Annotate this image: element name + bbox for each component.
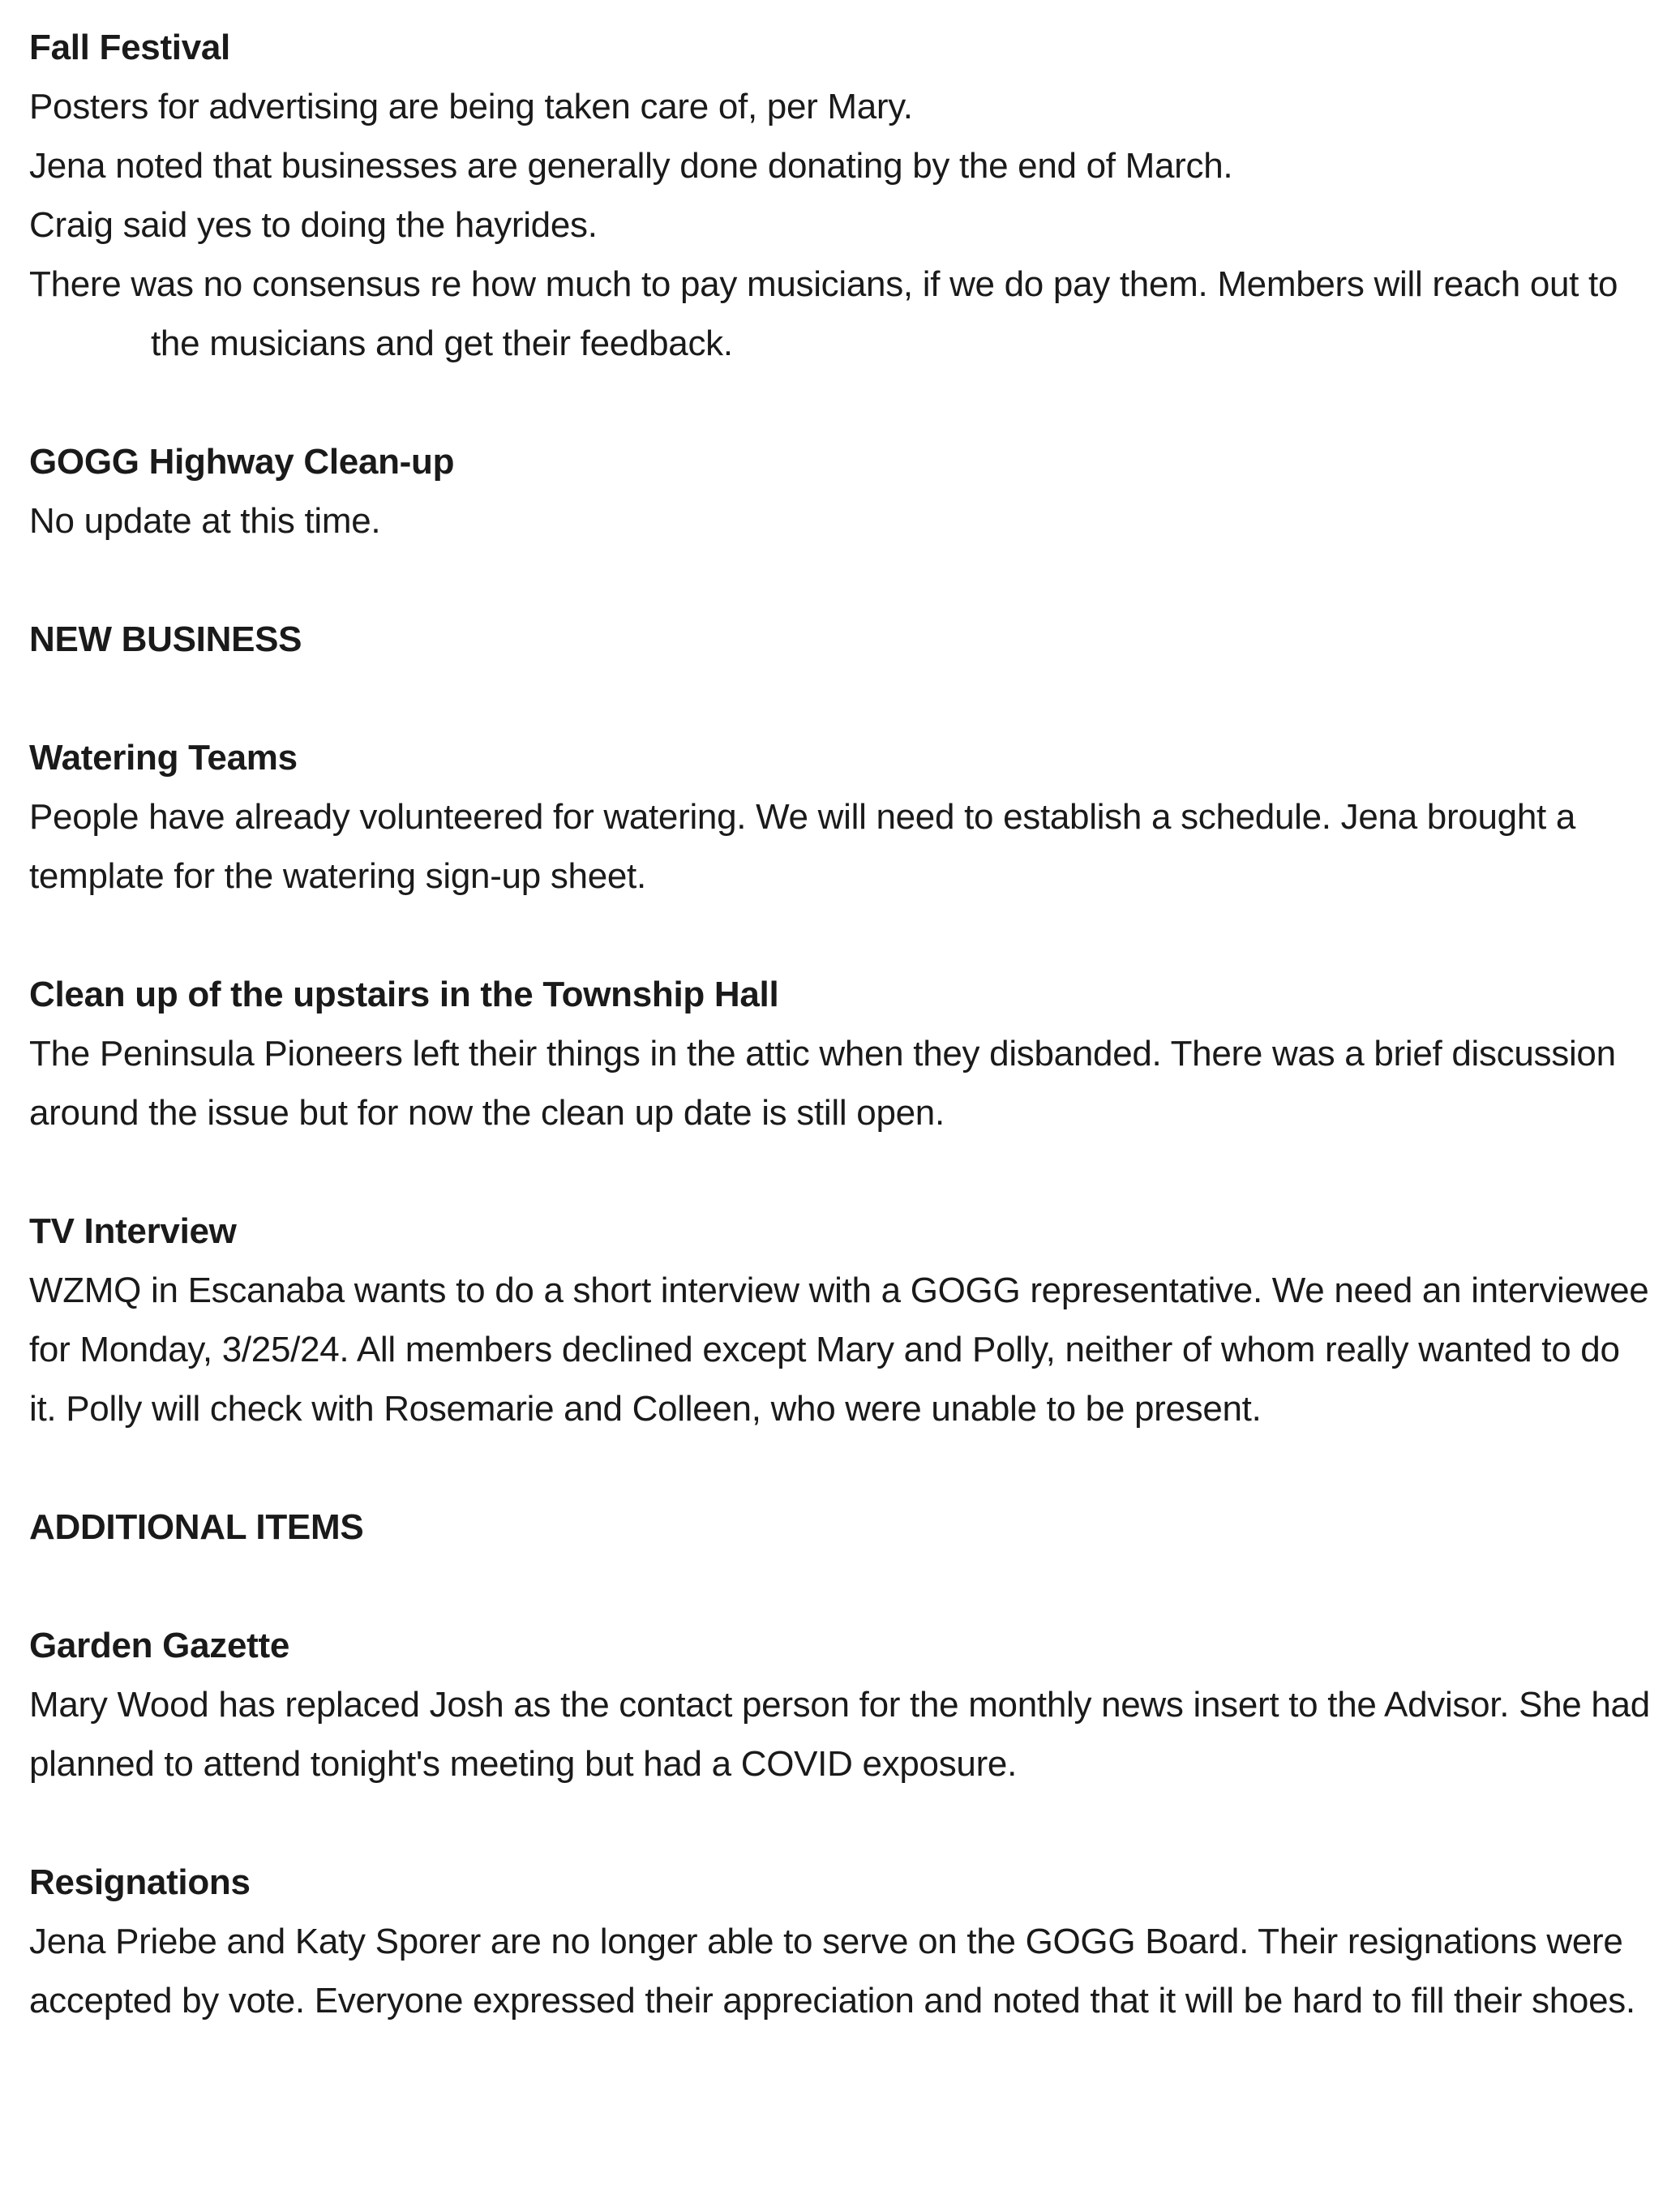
spacer: [29, 551, 1643, 610]
paragraph-line: planned to attend tonight's meeting but had a COVID exposure.: [29, 1744, 1018, 1784]
paragraph-line: There was no consensus re how much to pay musicians, if we do pay them. Members will reach out to: [29, 264, 1618, 304]
section-heading-highway-cleanup: GOGG Highway Clean-up: [29, 442, 455, 482]
spacer: [29, 1142, 1643, 1202]
paragraph-line: it. Polly will check with Rosemarie and Colleen, who were unable to be present.: [29, 1389, 1262, 1429]
paragraph-line: accepted by vote. Everyone expressed their appreciation and noted that it will be hard to fill their shoes.: [29, 1981, 1635, 2021]
paragraph-line-indented: the musicians and get their feedback.: [151, 324, 733, 363]
spacer: [29, 1438, 1643, 1498]
meeting-minutes-page: [29, 18, 1650, 2030]
section-heading-new-business: NEW BUSINESS: [29, 619, 302, 659]
paragraph-line: Craig said yes to doing the hayrides.: [29, 205, 598, 245]
section-heading-clean-up-upstairs: Clean up of the upstairs in the Township Hall: [29, 975, 779, 1014]
spacer: [29, 1793, 1643, 1853]
spacer: [29, 669, 1643, 728]
section-heading-garden-gazette: Garden Gazette: [29, 1626, 290, 1665]
spacer: [29, 1557, 1643, 1616]
spacer: [29, 906, 1643, 965]
section-heading-additional-items: ADDITIONAL ITEMS: [29, 1507, 364, 1547]
paragraph-line: Posters for advertising are being taken care of, per Mary.: [29, 87, 913, 126]
paragraph-line: around the issue but for now the clean up date is still open.: [29, 1093, 945, 1133]
paragraph-line: for Monday, 3/25/24. All members declined except Mary and Polly, neither of whom really wanted to do: [29, 1330, 1620, 1369]
paragraph-line: People have already volunteered for watering. We will need to establish a schedule. Jena brought a: [29, 797, 1576, 837]
paragraph-line: template for the watering sign-up sheet.: [29, 856, 646, 896]
paragraph-line: WZMQ in Escanaba wants to do a short interview with a GOGG representative. We need an interviewee: [29, 1271, 1649, 1310]
paragraph-line: No update at this time.: [29, 501, 381, 541]
paragraph-line: Jena Priebe and Katy Sporer are no longer able to serve on the GOGG Board. Their resignations were: [29, 1922, 1623, 1961]
paragraph-line: Mary Wood has replaced Josh as the contact person for the monthly news insert to the Advisor. She had: [29, 1685, 1650, 1725]
section-heading-resignations: Resignations: [29, 1862, 251, 1902]
spacer: [29, 373, 1643, 432]
paragraph-line: Jena noted that businesses are generally done donating by the end of March.: [29, 146, 1233, 186]
section-heading-tv-interview: TV Interview: [29, 1211, 237, 1251]
paragraph-line: The Peninsula Pioneers left their things in the attic when they disbanded. There was a brief discussion: [29, 1034, 1616, 1074]
section-heading-fall-festival: Fall Festival: [29, 28, 230, 67]
section-heading-watering-teams: Watering Teams: [29, 738, 298, 778]
